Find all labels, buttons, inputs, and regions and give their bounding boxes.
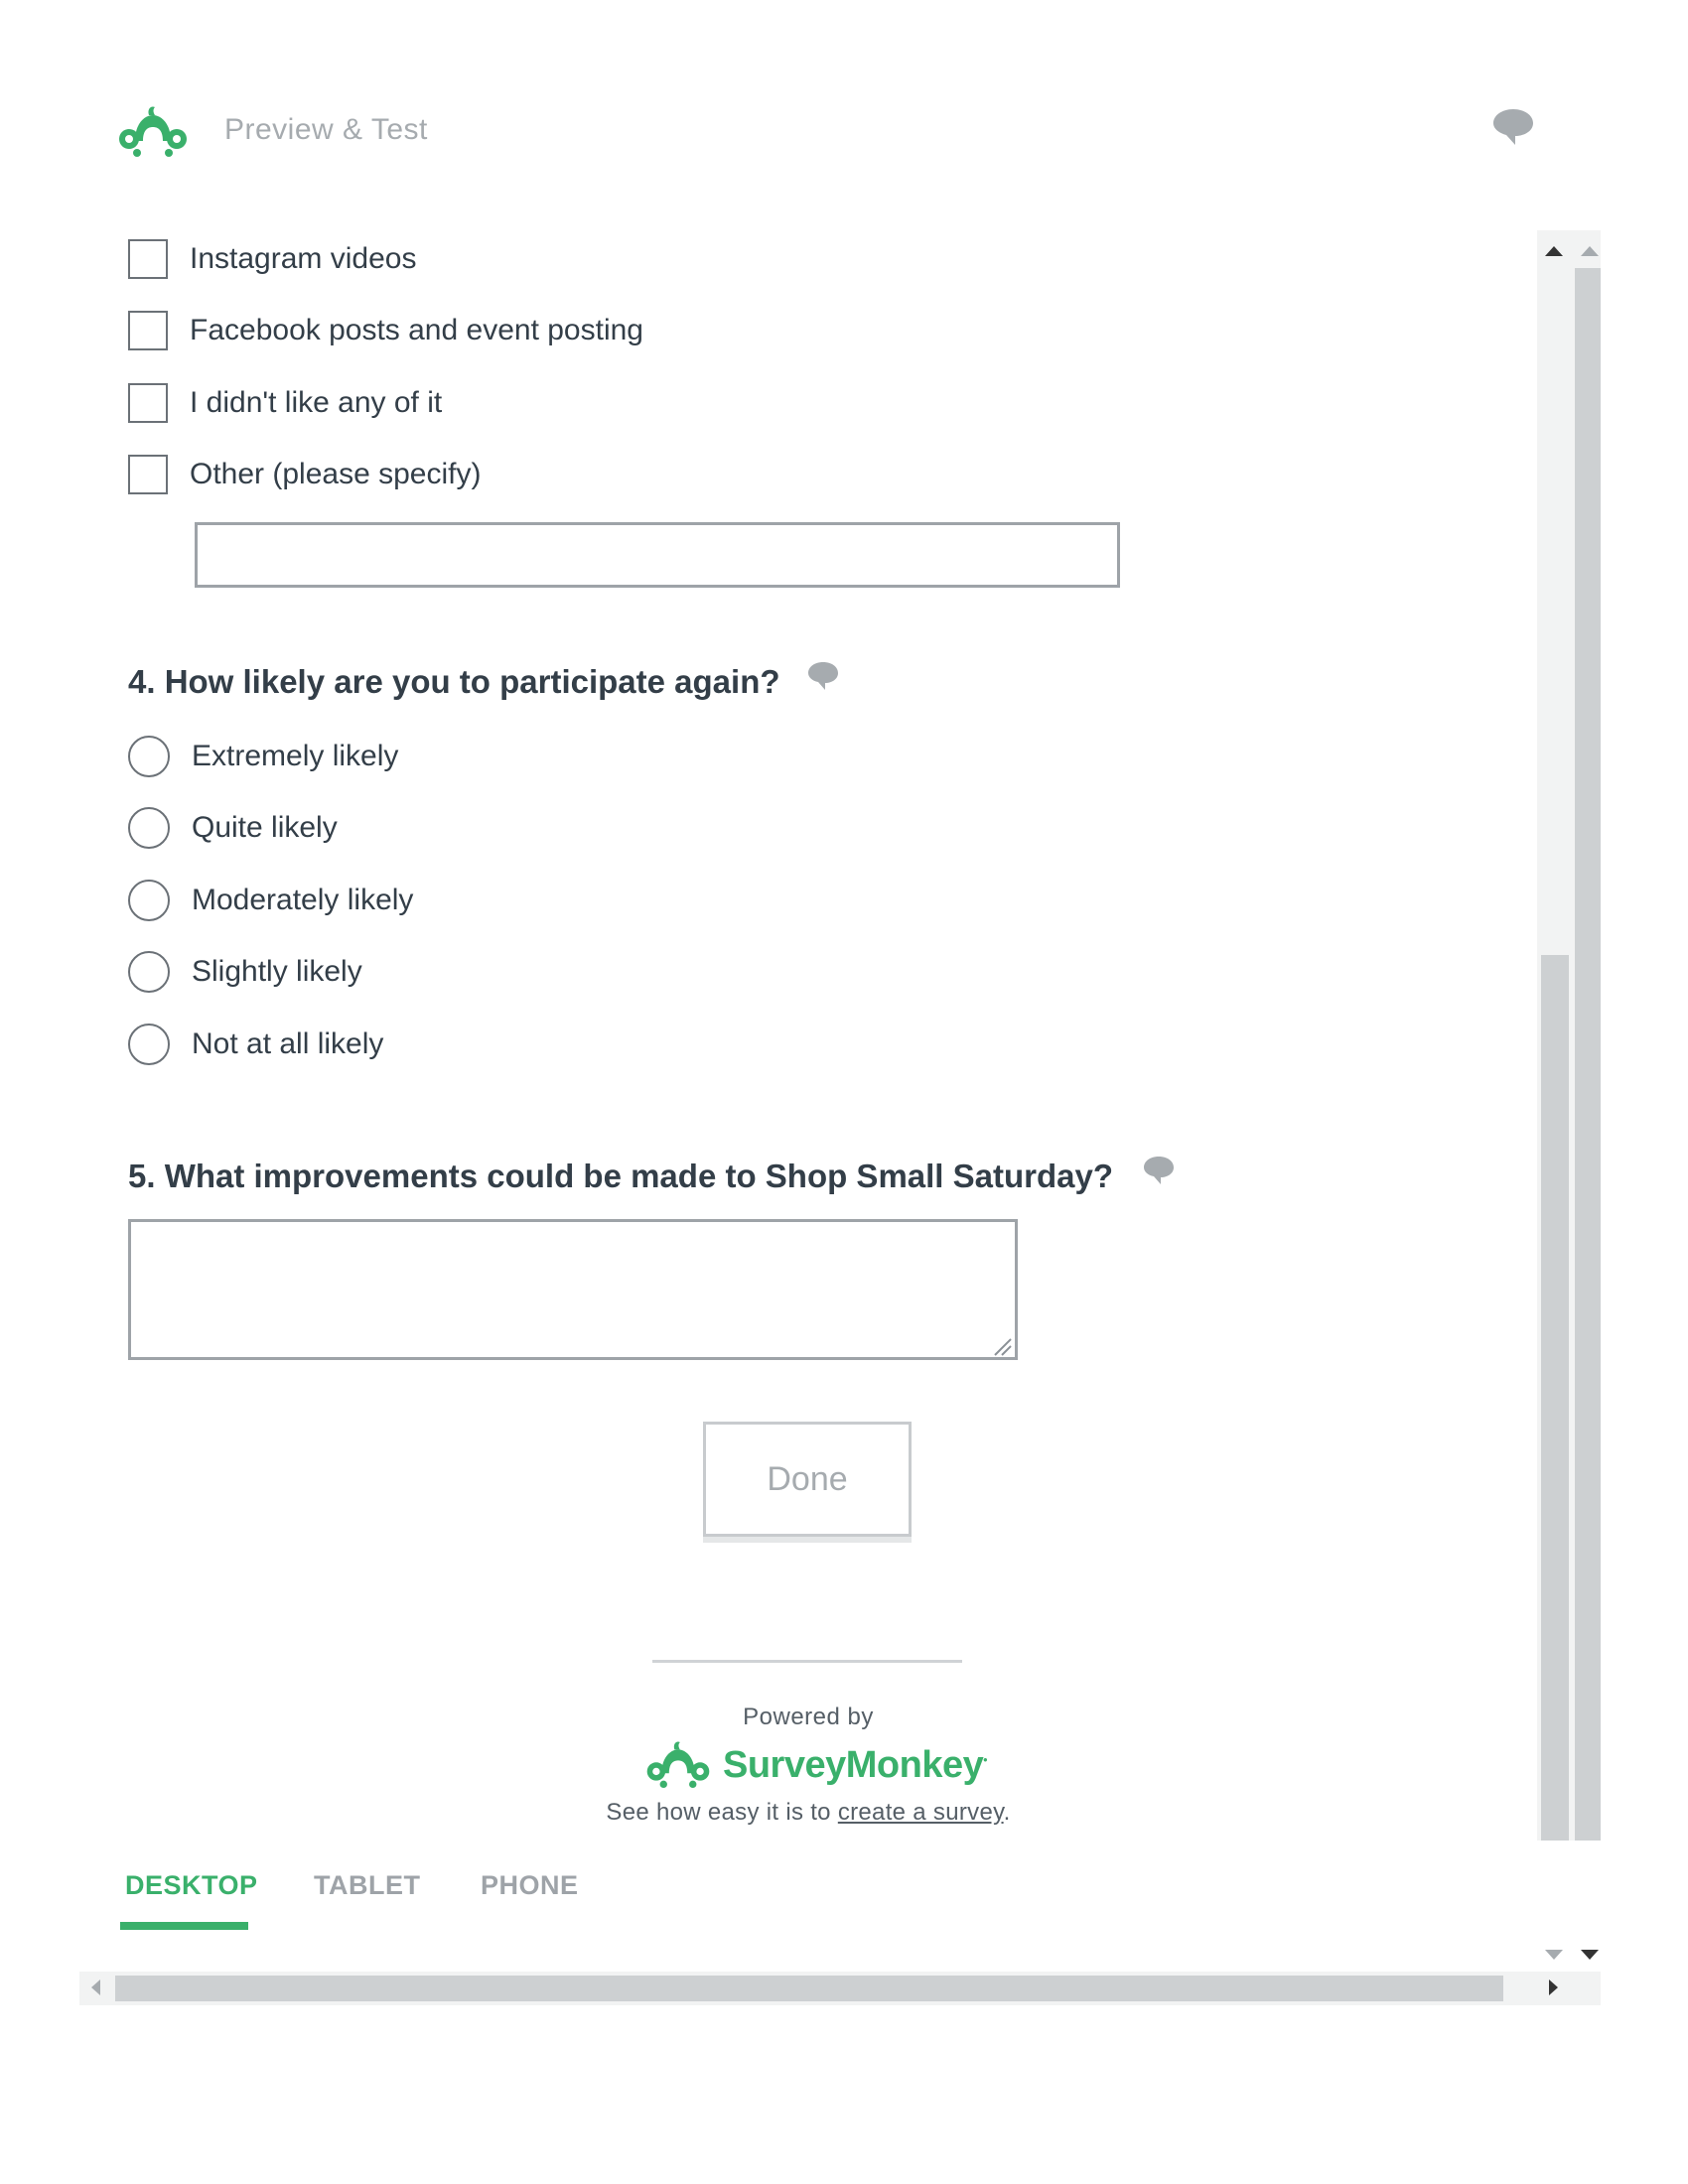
radio-option[interactable] — [128, 1023, 383, 1066]
checkbox-option[interactable] — [128, 381, 442, 425]
checkbox[interactable] — [128, 383, 168, 423]
tab-phone[interactable]: PHONE — [481, 1870, 579, 1900]
checkbox[interactable] — [128, 239, 168, 279]
checkbox-option[interactable] — [128, 309, 643, 352]
comment-icon[interactable] — [1491, 105, 1535, 147]
tab-desktop[interactable]: DESKTOP — [125, 1870, 258, 1900]
option-label: Instagram videos — [190, 242, 417, 275]
option-label: Slightly likely — [192, 955, 362, 988]
scroll-down-arrow-icon[interactable] — [1581, 1950, 1599, 1960]
radio-button[interactable] — [128, 880, 170, 921]
question-title: 4. How likely are you to participate again? — [128, 663, 780, 700]
surveymonkey-logo-icon[interactable] — [115, 103, 191, 161]
option-label: Quite likely — [192, 811, 338, 844]
option-label: Facebook posts and event posting — [190, 314, 643, 346]
scroll-right-arrow-icon[interactable] — [1549, 1979, 1558, 1995]
resize-handle-icon[interactable] — [991, 1335, 1013, 1357]
vertical-scrollbar-thumb[interactable] — [1541, 955, 1569, 1841]
comment-icon[interactable] — [806, 659, 840, 691]
radio-option[interactable] — [128, 879, 413, 922]
comment-icon[interactable] — [1142, 1154, 1176, 1185]
radio-button[interactable] — [128, 807, 170, 849]
improvements-textarea[interactable] — [128, 1219, 1018, 1360]
checkbox[interactable] — [128, 311, 168, 350]
promo-text-end: . — [1003, 1799, 1011, 1826]
vertical-scrollbar-rail[interactable] — [1575, 268, 1601, 1841]
create-survey-promo — [556, 1799, 1060, 1827]
scroll-left-arrow-icon[interactable] — [91, 1979, 100, 1995]
option-label: Other (please specify) — [190, 458, 482, 490]
question-title: 5. What improvements could be made to Shop Small Saturday? — [128, 1158, 1114, 1194]
radio-option[interactable] — [128, 806, 338, 850]
page-title: Preview & Test — [224, 113, 428, 146]
brand-name: SurveyMonkey• — [723, 1743, 987, 1786]
option-label: Not at all likely — [192, 1027, 384, 1060]
radio-button[interactable] — [128, 951, 170, 993]
radio-option[interactable] — [128, 950, 362, 994]
option-label: I didn't like any of it — [190, 386, 443, 419]
promo-text: See how easy it is to — [606, 1799, 838, 1826]
scroll-up-arrow-icon[interactable] — [1581, 246, 1599, 256]
other-specify-input[interactable] — [195, 522, 1120, 588]
powered-by-label: Powered by — [743, 1704, 874, 1730]
radio-button[interactable] — [128, 1024, 170, 1065]
checkbox-option[interactable] — [128, 237, 416, 281]
active-tab-indicator — [120, 1922, 248, 1930]
scroll-up-arrow-icon[interactable] — [1545, 246, 1563, 256]
tab-tablet[interactable]: TABLET — [314, 1870, 421, 1900]
option-label: Moderately likely — [192, 884, 414, 916]
radio-option[interactable] — [128, 735, 398, 778]
surveymonkey-logo-icon — [643, 1738, 713, 1792]
footer-divider — [652, 1660, 962, 1663]
horizontal-scrollbar-thumb[interactable] — [115, 1976, 1503, 2001]
surveymonkey-brand-logo[interactable] — [643, 1735, 987, 1795]
create-survey-link[interactable]: create a survey — [837, 1799, 1004, 1826]
checkbox-option[interactable] — [128, 453, 481, 496]
option-label: Extremely likely — [192, 740, 399, 772]
radio-button[interactable] — [128, 736, 170, 777]
done-button[interactable]: Done — [703, 1422, 912, 1537]
checkbox[interactable] — [128, 455, 168, 494]
scroll-down-arrow-icon[interactable] — [1545, 1950, 1563, 1960]
